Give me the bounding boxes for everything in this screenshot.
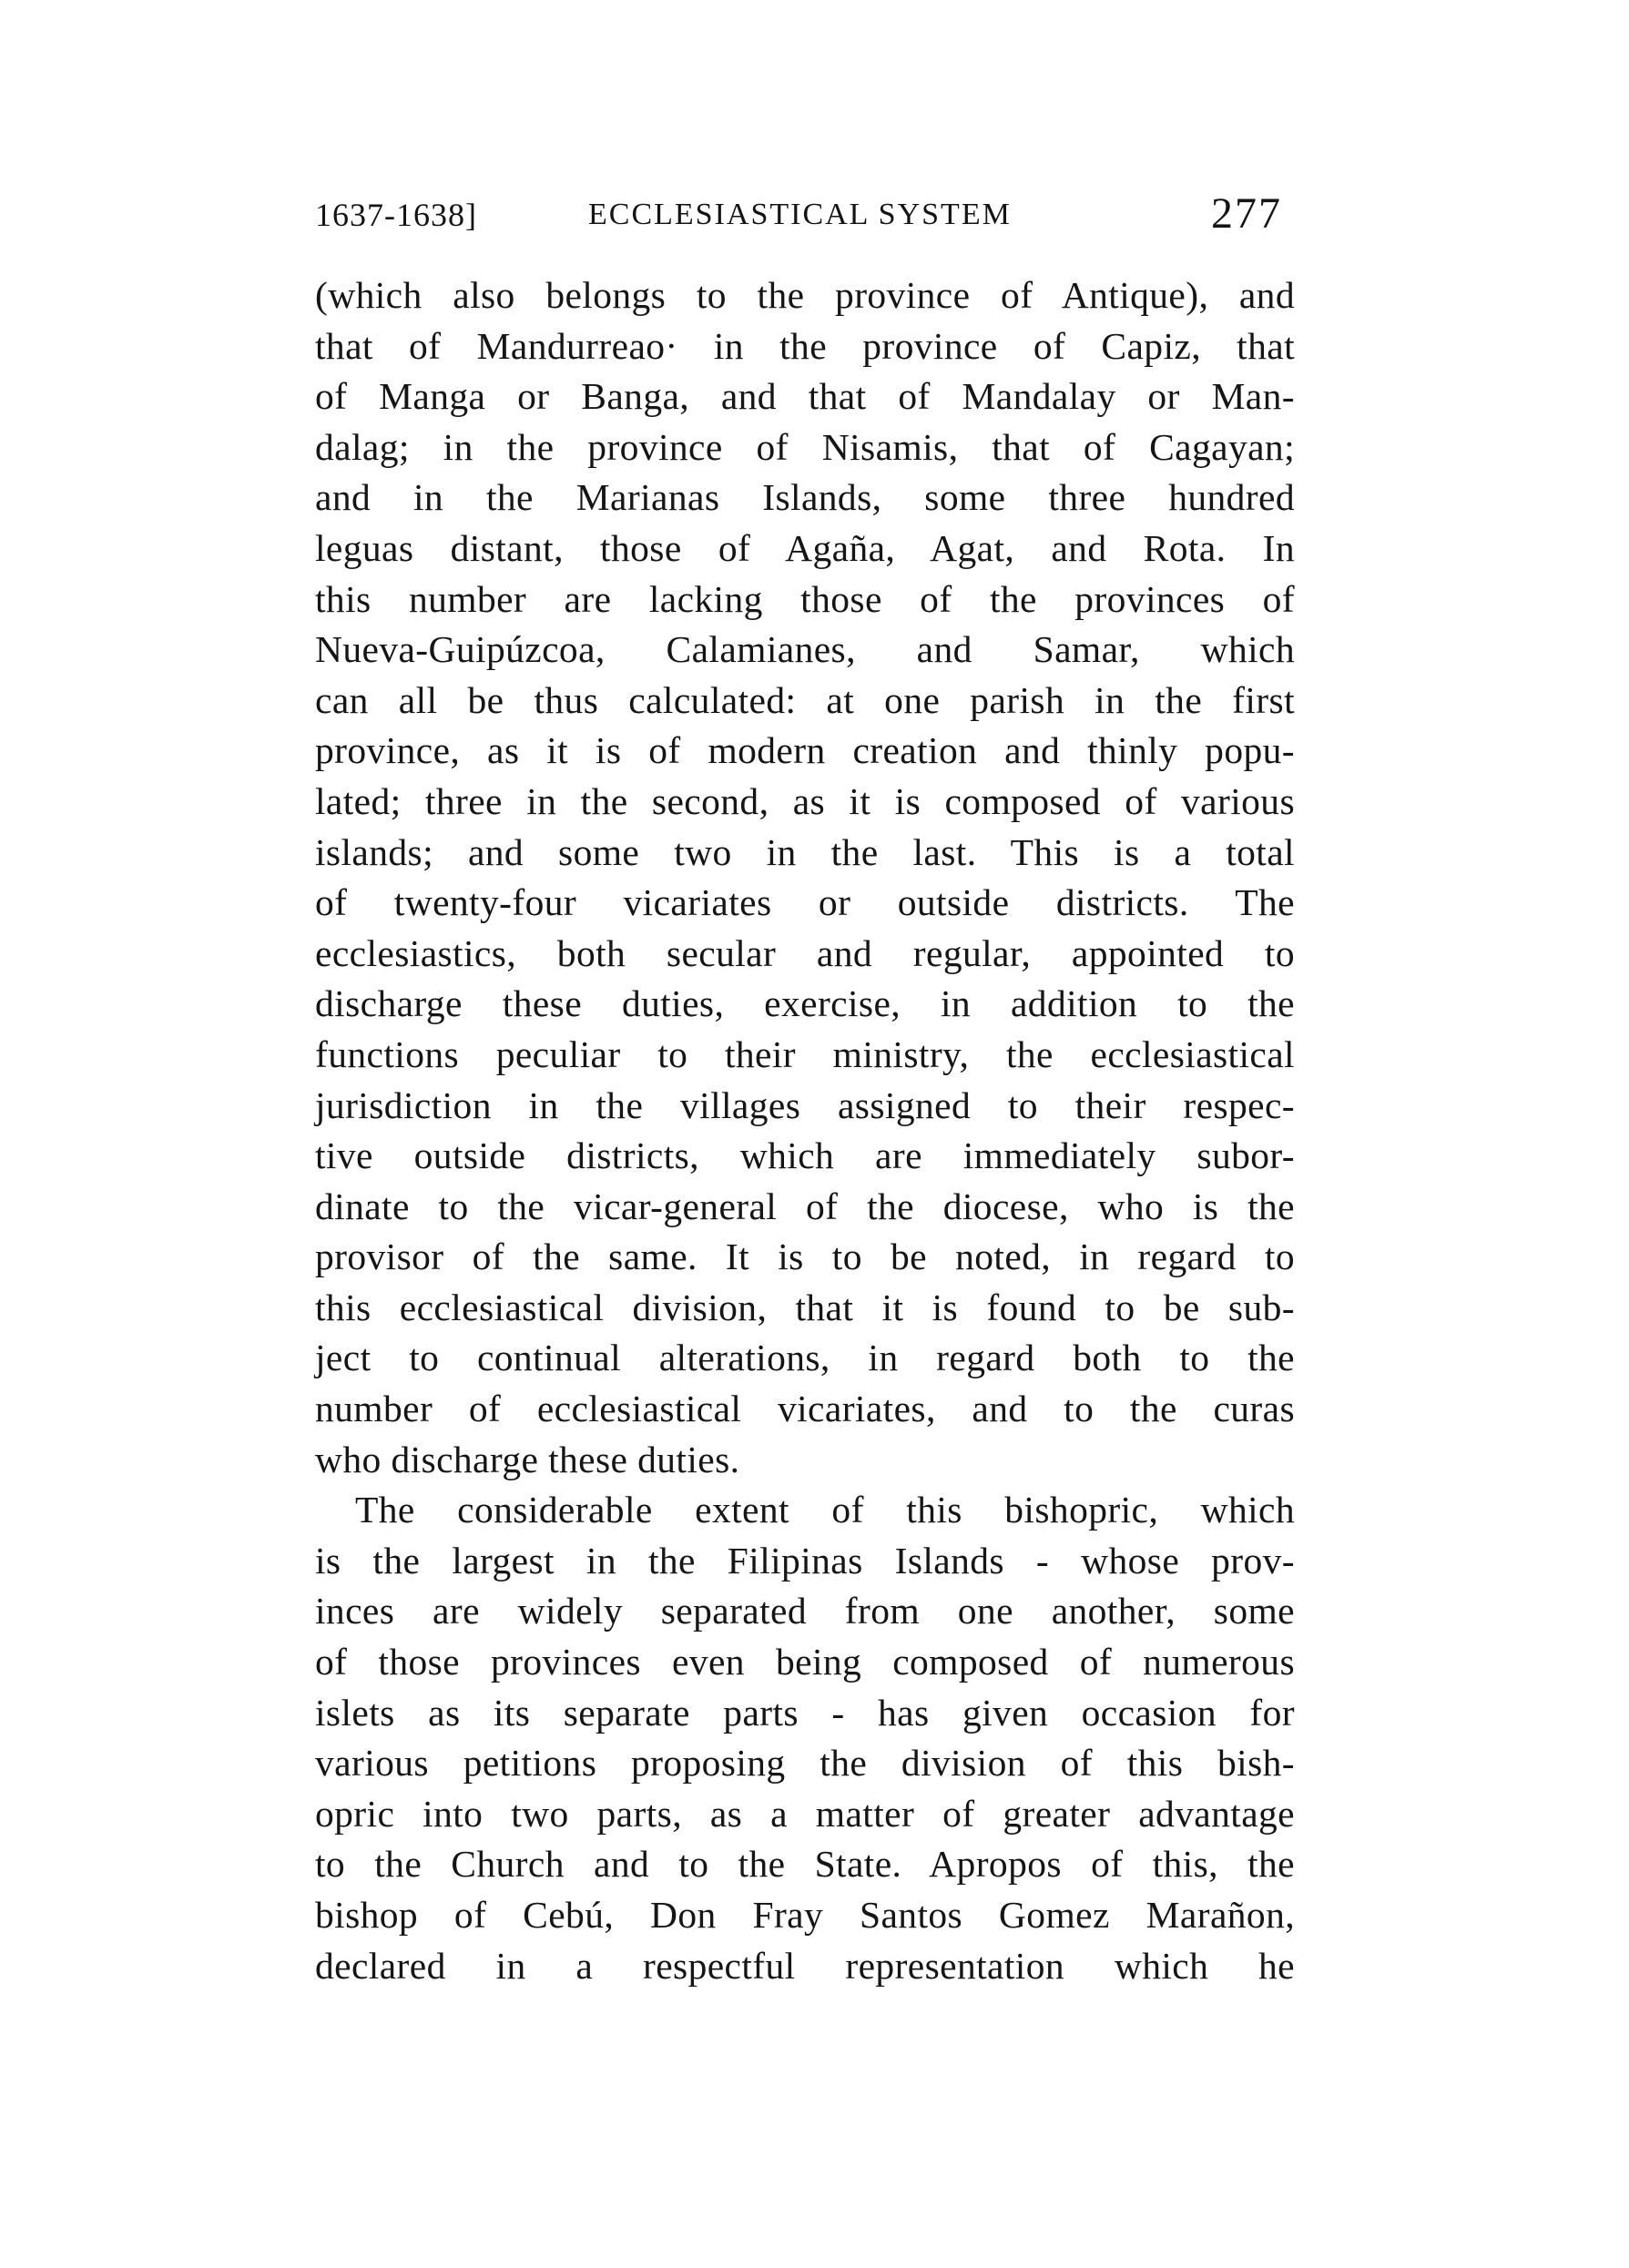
text-line: of twenty-four vicariates or outside districts. The [315, 881, 1295, 924]
text-line: declared in a respectful representation which he [315, 1944, 1295, 1987]
text-line: islets as its separate parts - has given occasion for [315, 1691, 1295, 1734]
text-line: ject to continual alterations, in regard both to the [315, 1337, 1295, 1379]
text-line: discharge these duties, exercise, in addition to the [315, 982, 1295, 1025]
text-line: leguas distant, those of Agaña, Agat, and Rota. In [315, 526, 1295, 569]
text-line: of those provinces even being composed of numerous [315, 1641, 1295, 1683]
text-line: is the largest in the Filipinas Islands - whose prov- [315, 1539, 1295, 1581]
text-line: (which also belongs to the province of Antique), and [315, 274, 1295, 316]
page-number: 277 [1211, 189, 1282, 238]
text-line: provisor of the same. It is to be noted, in regard to [315, 1236, 1295, 1278]
text-line: various petitions proposing the division of this bish- [315, 1742, 1295, 1785]
text-line: that of Mandurreao· in the province of Capiz, that [315, 324, 1295, 367]
text-line: inces are widely separated from one another, some [315, 1590, 1295, 1632]
text-line: province, as it is of modern creation and thinly popu- [315, 729, 1295, 772]
text-line: jurisdiction in the villages assigned to their respec- [315, 1083, 1295, 1126]
text-line: can all be thus calculated: at one parish in the first [315, 678, 1295, 721]
text-line: Nueva-Guipúzcoa, Calamianes, and Samar, which [315, 628, 1295, 671]
paragraph-end-line: who discharge these duties. [315, 1438, 740, 1480]
text-line: islands; and some two in the last. This is a total [315, 830, 1295, 873]
text-line: bishop of Cebú, Don Fray Santos Gomez Marañon, [315, 1894, 1295, 1936]
text-line: ecclesiastics, both secular and regular, appointed to [315, 931, 1295, 974]
running-head [315, 187, 1295, 241]
text-line: functions peculiar to their ministry, the ecclesiastical [315, 1032, 1295, 1075]
paragraph-start-line: The considerable extent of this bishopric, which [355, 1489, 1295, 1531]
running-head-title: ECCLESIASTICAL SYSTEM [588, 198, 1012, 231]
text-line: dinate to the vicar-general of the diocese, who is the [315, 1185, 1295, 1227]
text-line: lated; three in the second, as it is composed of various [315, 779, 1295, 822]
text-line: opric into two parts, as a matter of greater advantage [315, 1792, 1295, 1835]
text-line: and in the Marianas Islands, some three hundred [315, 476, 1295, 519]
text-line: tive outside districts, which are immediately subor- [315, 1134, 1295, 1177]
text-line: to the Church and to the State. Apropos of this, the [315, 1843, 1295, 1886]
text-line: this ecclesiastical division, that it is found to be sub- [315, 1286, 1295, 1328]
text-line: of Manga or Banga, and that of Mandalay or Man- [315, 375, 1295, 418]
text-line: number of ecclesiastical vicariates, and to the curas [315, 1388, 1295, 1430]
text-line: this number are lacking those of the provinces of [315, 577, 1295, 620]
running-head-years: 1637-1638] [315, 197, 477, 233]
text-line: dalag; in the province of Nisamis, that of Cagayan; [315, 425, 1295, 468]
body-text [315, 270, 1295, 1991]
